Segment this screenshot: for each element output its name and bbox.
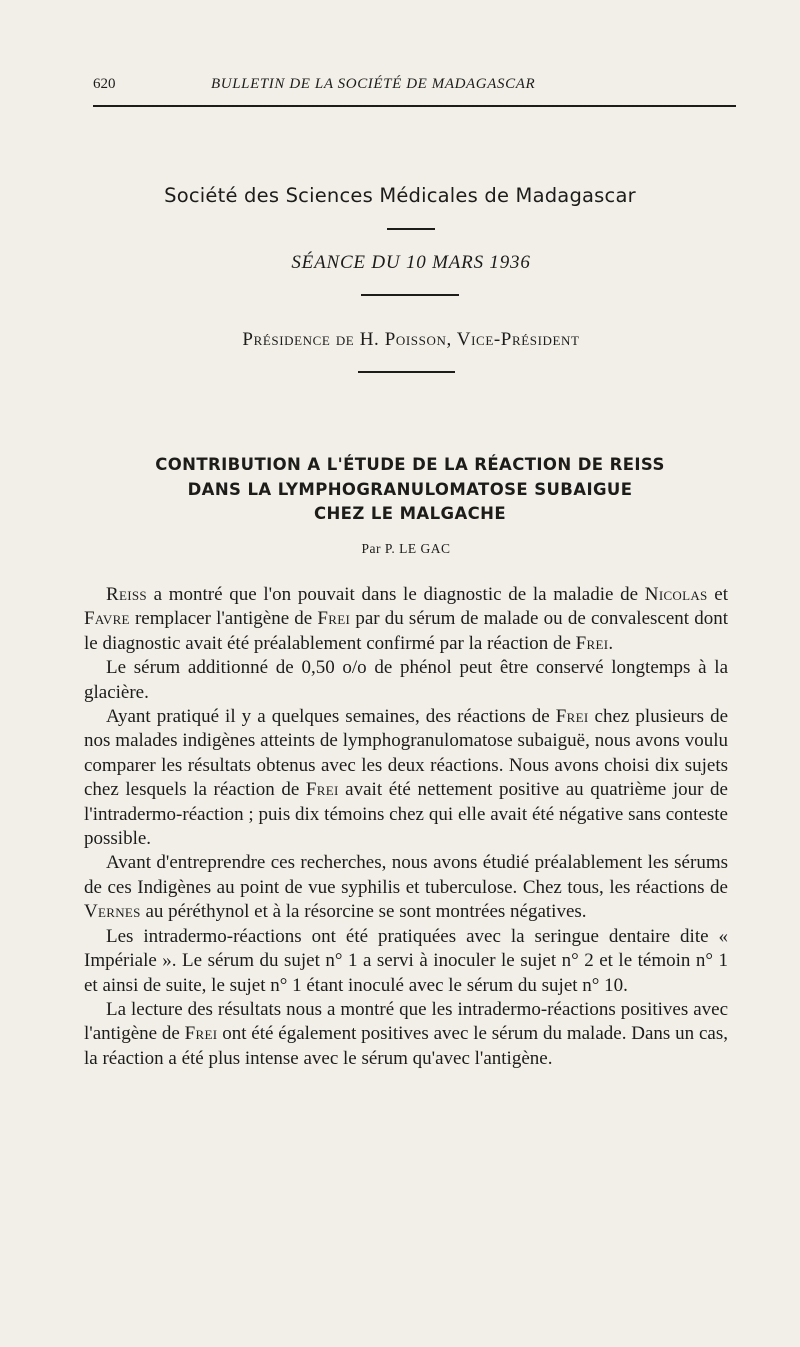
article-body bbox=[84, 583, 728, 1071]
author-name: Frei bbox=[317, 608, 351, 630]
byline: Par P. LE GAC bbox=[361, 541, 451, 556]
divider-rule bbox=[361, 294, 459, 296]
paragraph bbox=[84, 705, 728, 851]
paragraph-text: Le sérum additionné de 0,50 o/o de phénol peut être conservé longtemps à la glacière. bbox=[84, 657, 728, 703]
society-heading: Société des Sciences Médicales de Madagascar bbox=[164, 184, 636, 207]
session-heading: SÉANCE DU 10 MARS 1936 bbox=[291, 252, 531, 273]
author-name: Frei bbox=[575, 632, 609, 654]
divider-rule bbox=[387, 228, 435, 230]
author-name: Nicolas bbox=[644, 584, 708, 605]
author-name: Reiss bbox=[106, 584, 147, 605]
author-name: Vernes bbox=[84, 901, 141, 923]
page-header bbox=[93, 76, 736, 98]
author-name: Frei bbox=[184, 1023, 218, 1045]
article-title-line: CONTRIBUTION A L'ÉTUDE DE LA RÉACTION DE REISS bbox=[155, 455, 665, 474]
paragraph-text: avait été nettement positive au quatrième jour de l'intradermo-réaction ; puis dix témoins chez qui elle avait été négative sans conteste possible. bbox=[84, 779, 728, 850]
paragraph-text: ont été également positives avec le sérum du malade. Dans un cas, la réaction a été plus intense avec le sérum qu'avec l'antigène. bbox=[84, 1023, 728, 1069]
running-title: BULLETIN DE LA SOCIÉTÉ DE MADAGASCAR bbox=[211, 76, 536, 92]
paragraph bbox=[84, 851, 728, 924]
paragraph-text: a montré que l'on pouvait dans le diagnostic de la maladie de bbox=[146, 584, 645, 605]
paragraph-text: remplacer l'antigène de bbox=[129, 608, 318, 630]
paragraph-text: Avant d'entreprendre ces recherches, nous avons étudié préalablement les sérums de ces Indigènes au point de vue syphilis et tuberculose. Chez tous, les réactions de bbox=[84, 852, 728, 898]
paragraph-text: Ayant pratiqué il y a quelques semaines, des réactions de bbox=[106, 706, 556, 728]
paragraph-text: . bbox=[608, 632, 614, 654]
divider-rule bbox=[358, 371, 455, 373]
paragraph bbox=[84, 925, 728, 998]
paragraph-text: Les intradermo-réactions ont été pratiquées avec la seringue dentaire dite « Impériale ». Le sérum du sujet n° 1 a servi à inoculer le sujet n° 2 et le témoin n° 1 et ainsi de suite, le sujet n° 1 étant inoculé avec le sérum du sujet n° 10. bbox=[84, 925, 728, 996]
paragraph-text: au péréthynol et à la résorcine se sont montrées négatives. bbox=[140, 901, 587, 923]
paragraph bbox=[84, 998, 728, 1071]
paragraph-text: et bbox=[707, 584, 728, 605]
paragraph bbox=[84, 583, 728, 656]
author-name: Frei bbox=[305, 779, 339, 801]
presidency-heading: Présidence de H. Poisson, Vice-Président bbox=[242, 329, 580, 350]
article-title-line: DANS LA LYMPHOGRANULOMATOSE SUBAIGUE bbox=[187, 479, 633, 499]
paragraph-text: par du sérum de malade ou de convalescent dont le diagnostic avait été préalablement confirmé par la réaction de bbox=[84, 608, 729, 654]
page-number: 620 bbox=[93, 76, 116, 92]
header-rule bbox=[93, 105, 736, 107]
author-name: Frei bbox=[555, 706, 589, 728]
paragraph-text: La lecture des résultats nous a montré que les intradermo-réactions positives avec l'antigène de bbox=[84, 998, 728, 1045]
article-title bbox=[100, 453, 720, 527]
article-title-line: CHEZ LE MALGACHE bbox=[313, 504, 507, 523]
author-name: Favre bbox=[84, 608, 130, 630]
paragraph bbox=[84, 656, 728, 705]
paragraph-text: chez plusieurs de nos malades indigènes atteints de lymphogranulomatose subaiguë, nous avons voulu comparer les résultats obtenus avec les deux réactions. Nous avons choisi dix sujets chez lesquels la réaction de bbox=[84, 706, 729, 801]
